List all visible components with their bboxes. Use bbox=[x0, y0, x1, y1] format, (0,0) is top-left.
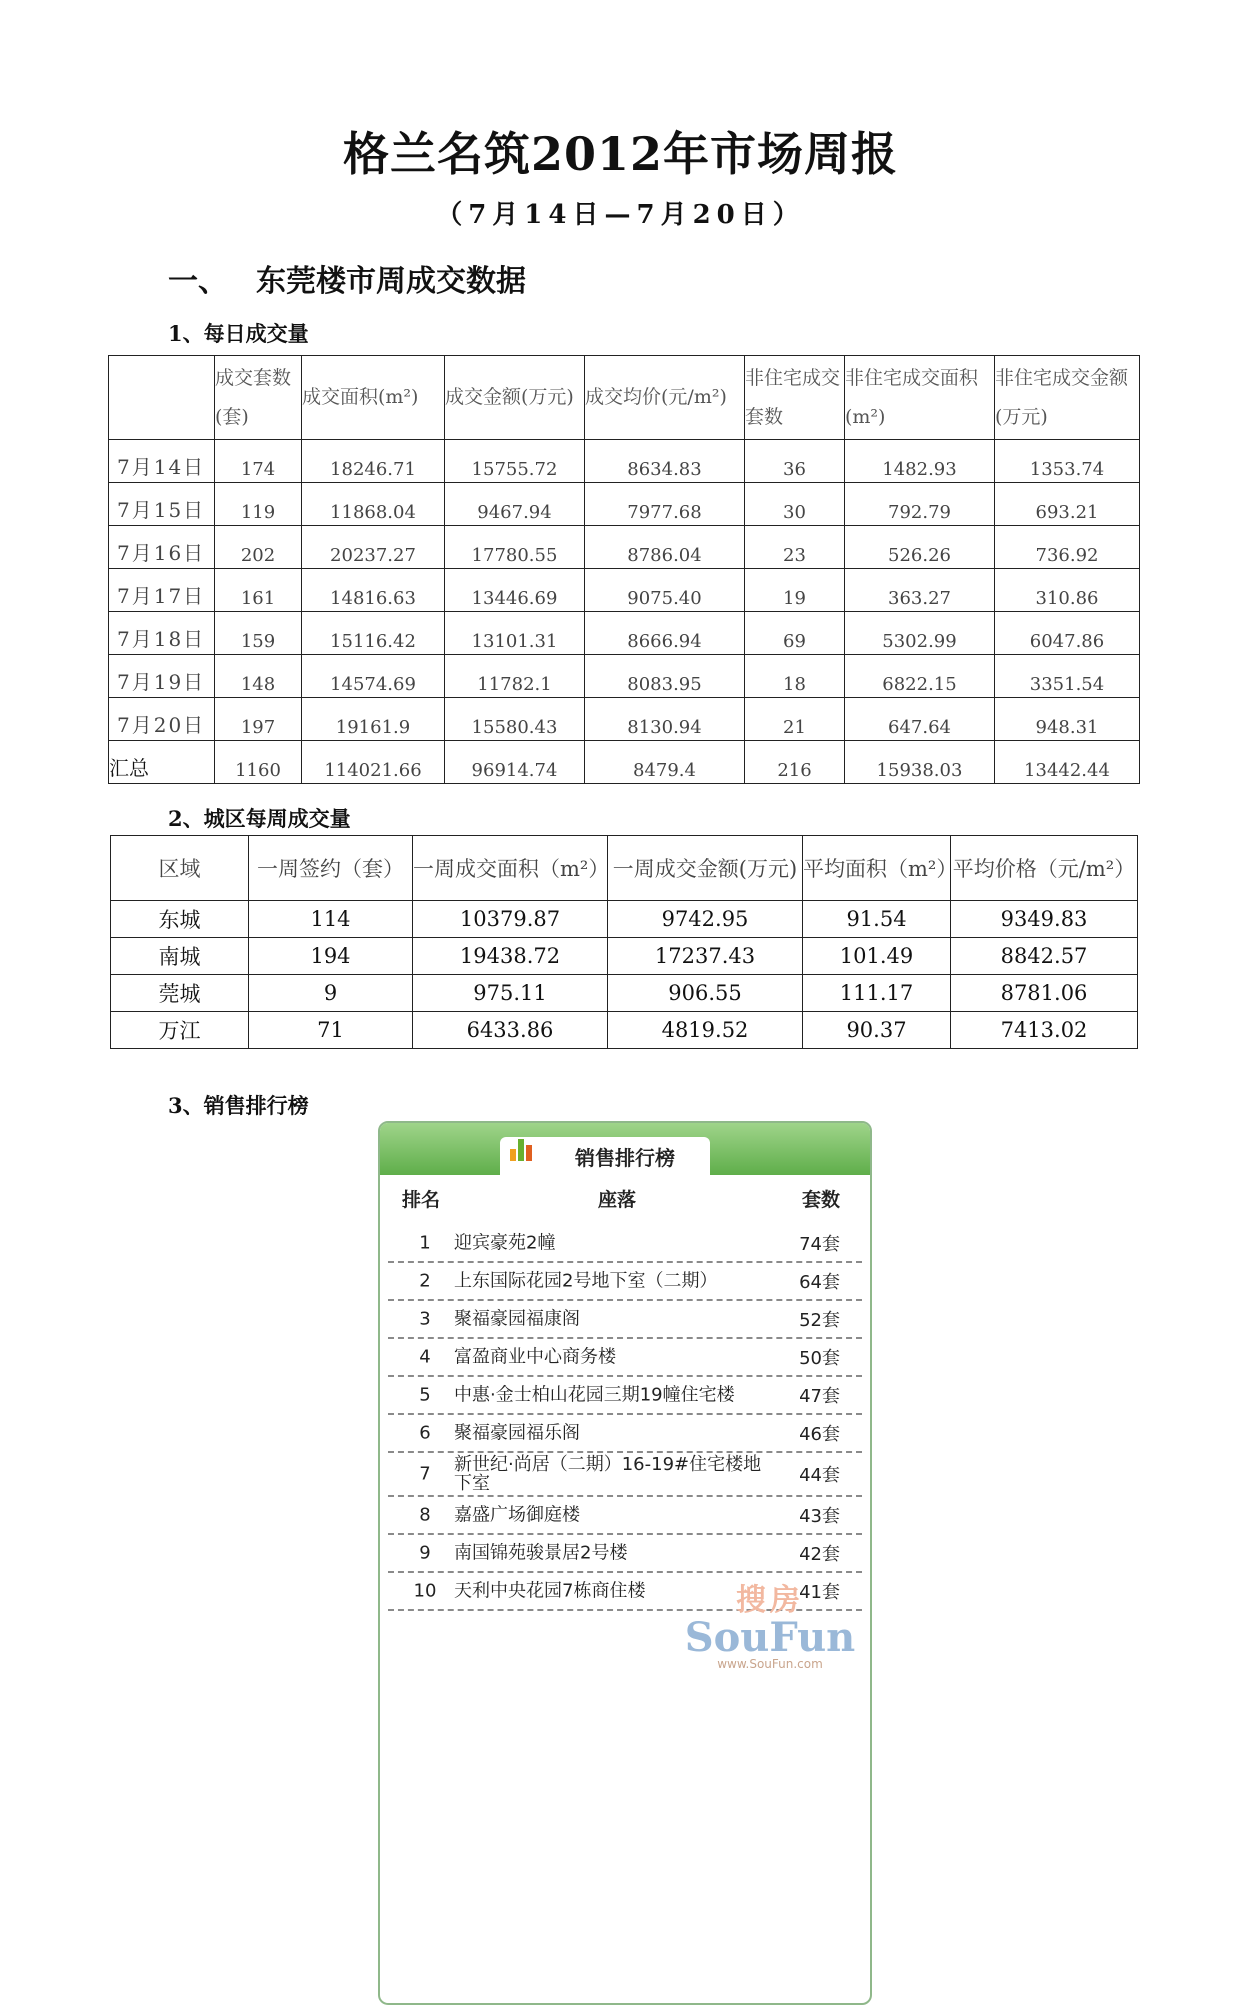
daily-value-cell: 159 bbox=[215, 612, 302, 655]
district-header-cell: 一周成交金额(万元) bbox=[608, 836, 803, 901]
district-value-cell: 906.55 bbox=[608, 975, 803, 1012]
daily-header-cell: 非住宅成交面积(m²) bbox=[845, 356, 995, 440]
daily-heading: 1、每日成交量 bbox=[168, 321, 309, 346]
ranking-box-header bbox=[380, 1123, 870, 1175]
daily-value-cell: 8634.83 bbox=[585, 440, 745, 483]
section-number: 一、 bbox=[168, 264, 228, 299]
ranking-rank: 9 bbox=[419, 1542, 431, 1564]
daily-header-cell bbox=[109, 356, 215, 440]
daily-value-cell: 1482.93 bbox=[845, 440, 995, 483]
daily-row bbox=[109, 741, 1140, 784]
ranking-heading: 3、销售排行榜 bbox=[168, 1093, 309, 1118]
daily-value-cell: 114021.66 bbox=[302, 741, 445, 784]
ranking-rank: 3 bbox=[419, 1308, 431, 1330]
district-value-cell: 8781.06 bbox=[951, 975, 1138, 1012]
daily-value-cell: 8666.94 bbox=[585, 612, 745, 655]
ranking-rank: 7 bbox=[419, 1463, 431, 1485]
daily-value-cell: 363.27 bbox=[845, 569, 995, 612]
daily-value-cell: 69 bbox=[745, 612, 845, 655]
daily-value-cell: 8130.94 bbox=[585, 698, 745, 741]
daily-value-cell: 197 bbox=[215, 698, 302, 741]
daily-value-cell: 7977.68 bbox=[585, 483, 745, 526]
district-row bbox=[111, 938, 1138, 975]
daily-value-cell: 15938.03 bbox=[845, 741, 995, 784]
col-name-header: 座落 bbox=[598, 1189, 637, 1211]
daily-value-cell: 36 bbox=[745, 440, 845, 483]
daily-volume-table bbox=[108, 355, 1140, 784]
ranking-row bbox=[388, 1377, 862, 1415]
daily-value-cell: 19161.9 bbox=[302, 698, 445, 741]
daily-value-cell: 119 bbox=[215, 483, 302, 526]
daily-header-cell: 成交面积(m²) bbox=[302, 356, 445, 440]
district-value-cell: 17237.43 bbox=[608, 938, 803, 975]
ranking-count: 41套 bbox=[799, 1582, 840, 1603]
daily-value-cell: 14816.63 bbox=[302, 569, 445, 612]
ranking-name: 新世纪·尚居（二期）16-19#住宅楼地下室 bbox=[454, 1454, 762, 1494]
daily-value-cell: 9075.40 bbox=[585, 569, 745, 612]
ranking-name: 中惠·金士柏山花园三期19幢住宅楼 bbox=[454, 1384, 735, 1406]
ranking-row bbox=[388, 1225, 862, 1263]
daily-header-cell: 成交金额(万元) bbox=[445, 356, 585, 440]
daily-value-cell: 6047.86 bbox=[995, 612, 1140, 655]
ranking-rank: 6 bbox=[419, 1422, 431, 1444]
district-name-cell: 南城 bbox=[111, 938, 249, 975]
ranking-row bbox=[388, 1535, 862, 1573]
ranking-row bbox=[388, 1453, 862, 1497]
ranking-name: 聚福豪园福乐阁 bbox=[454, 1422, 580, 1444]
district-value-cell: 19438.72 bbox=[413, 938, 608, 975]
district-name-cell: 莞城 bbox=[111, 975, 249, 1012]
daily-value-cell: 736.92 bbox=[995, 526, 1140, 569]
daily-header-cell: 成交均价(元/m²) bbox=[585, 356, 745, 440]
daily-date-cell: 7月17日 bbox=[109, 569, 215, 612]
daily-header-cell: 成交套数(套) bbox=[215, 356, 302, 440]
district-value-cell: 90.37 bbox=[803, 1012, 951, 1049]
daily-value-cell: 15580.43 bbox=[445, 698, 585, 741]
daily-value-cell: 8083.95 bbox=[585, 655, 745, 698]
daily-date-cell: 7月14日 bbox=[109, 440, 215, 483]
page-title: 格兰名筑2012年市场周报 bbox=[342, 127, 899, 181]
district-value-cell: 9 bbox=[249, 975, 413, 1012]
daily-row bbox=[109, 569, 1140, 612]
district-row bbox=[111, 975, 1138, 1012]
daily-value-cell: 8479.4 bbox=[585, 741, 745, 784]
district-volume-table bbox=[110, 835, 1138, 1049]
ranking-name: 上东国际花园2号地下室（二期） bbox=[454, 1270, 718, 1292]
district-header-cell: 平均价格（元/m²） bbox=[951, 836, 1138, 901]
daily-row bbox=[109, 526, 1140, 569]
ranking-name: 聚福豪园福康阁 bbox=[454, 1308, 580, 1330]
daily-header-cell: 非住宅成交金额(万元) bbox=[995, 356, 1140, 440]
bar-chart-icon bbox=[510, 1139, 534, 1161]
daily-value-cell: 17780.55 bbox=[445, 526, 585, 569]
district-value-cell: 4819.52 bbox=[608, 1012, 803, 1049]
daily-row bbox=[109, 440, 1140, 483]
daily-value-cell: 792.79 bbox=[845, 483, 995, 526]
ranking-name: 迎宾豪苑2幢 bbox=[454, 1232, 556, 1254]
ranking-list bbox=[380, 1225, 870, 1611]
district-value-cell: 91.54 bbox=[803, 901, 951, 938]
ranking-row bbox=[388, 1497, 862, 1535]
ranking-name: 嘉盛广场御庭楼 bbox=[454, 1504, 580, 1526]
daily-value-cell: 161 bbox=[215, 569, 302, 612]
soufun-watermark bbox=[680, 1575, 860, 1671]
daily-value-cell: 13442.44 bbox=[995, 741, 1140, 784]
district-value-cell: 10379.87 bbox=[413, 901, 608, 938]
district-value-cell: 101.49 bbox=[803, 938, 951, 975]
ranking-column-headers bbox=[380, 1185, 870, 1215]
daily-value-cell: 174 bbox=[215, 440, 302, 483]
ranking-row bbox=[388, 1415, 862, 1453]
daily-date-cell: 汇总 bbox=[109, 741, 215, 784]
district-name-cell: 万江 bbox=[111, 1012, 249, 1049]
ranking-count: 74套 bbox=[799, 1234, 840, 1255]
ranking-count: 52套 bbox=[799, 1310, 840, 1331]
district-header-cell: 一周签约（套） bbox=[249, 836, 413, 901]
ranking-name: 天利中央花园7栋商住楼 bbox=[454, 1580, 646, 1602]
daily-value-cell: 13446.69 bbox=[445, 569, 585, 612]
daily-row bbox=[109, 655, 1140, 698]
district-value-cell: 6433.86 bbox=[413, 1012, 608, 1049]
ranking-row bbox=[388, 1339, 862, 1377]
col-count-header: 套数 bbox=[801, 1189, 840, 1211]
section-heading bbox=[168, 256, 526, 300]
ranking-name: 富盈商业中心商务楼 bbox=[454, 1346, 616, 1368]
ranking-count: 43套 bbox=[799, 1506, 840, 1527]
ranking-rank: 2 bbox=[419, 1270, 431, 1292]
district-value-cell: 194 bbox=[249, 938, 413, 975]
district-name-cell: 东城 bbox=[111, 901, 249, 938]
daily-value-cell: 11782.1 bbox=[445, 655, 585, 698]
district-header-row bbox=[111, 836, 1138, 901]
section-title: 东莞楼市周成交数据 bbox=[256, 264, 526, 299]
daily-value-cell: 148 bbox=[215, 655, 302, 698]
district-value-cell: 7413.02 bbox=[951, 1012, 1138, 1049]
district-value-cell: 8842.57 bbox=[951, 938, 1138, 975]
daily-value-cell: 18246.71 bbox=[302, 440, 445, 483]
daily-value-cell: 647.64 bbox=[845, 698, 995, 741]
daily-value-cell: 526.26 bbox=[845, 526, 995, 569]
daily-value-cell: 310.86 bbox=[995, 569, 1140, 612]
watermark-cn: 搜房 bbox=[736, 1583, 804, 1618]
daily-value-cell: 5302.99 bbox=[845, 612, 995, 655]
daily-value-cell: 13101.31 bbox=[445, 612, 585, 655]
district-header-cell: 一周成交面积（m²） bbox=[413, 836, 608, 901]
district-value-cell: 114 bbox=[249, 901, 413, 938]
daily-value-cell: 23 bbox=[745, 526, 845, 569]
daily-value-cell: 693.21 bbox=[995, 483, 1140, 526]
daily-value-cell: 15755.72 bbox=[445, 440, 585, 483]
district-value-cell: 9742.95 bbox=[608, 901, 803, 938]
daily-value-cell: 18 bbox=[745, 655, 845, 698]
ranking-count: 47套 bbox=[799, 1386, 840, 1407]
daily-value-cell: 9467.94 bbox=[445, 483, 585, 526]
daily-row bbox=[109, 612, 1140, 655]
daily-value-cell: 21 bbox=[745, 698, 845, 741]
ranking-count: 46套 bbox=[799, 1424, 840, 1445]
daily-header-cell: 非住宅成交套数 bbox=[745, 356, 845, 440]
daily-value-cell: 19 bbox=[745, 569, 845, 612]
district-heading: 2、城区每周成交量 bbox=[168, 806, 351, 831]
daily-value-cell: 216 bbox=[745, 741, 845, 784]
col-rank-header: 排名 bbox=[402, 1189, 441, 1211]
daily-value-cell: 15116.42 bbox=[302, 612, 445, 655]
daily-value-cell: 20237.27 bbox=[302, 526, 445, 569]
district-header-cell: 区域 bbox=[111, 836, 249, 901]
district-value-cell: 71 bbox=[249, 1012, 413, 1049]
daily-date-cell: 7月18日 bbox=[109, 612, 215, 655]
ranking-row bbox=[388, 1263, 862, 1301]
ranking-count: 44套 bbox=[799, 1465, 840, 1486]
daily-value-cell: 948.31 bbox=[995, 698, 1140, 741]
ranking-count: 64套 bbox=[799, 1272, 840, 1293]
sales-ranking-box bbox=[378, 1121, 872, 2005]
ranking-rank: 1 bbox=[419, 1232, 431, 1254]
district-row bbox=[111, 901, 1138, 938]
daily-date-cell: 7月16日 bbox=[109, 526, 215, 569]
daily-header-row bbox=[109, 356, 1140, 440]
page-subtitle: （7月14日—7月20日） bbox=[436, 200, 805, 230]
ranking-rank: 5 bbox=[419, 1384, 431, 1406]
daily-value-cell: 30 bbox=[745, 483, 845, 526]
ranking-count: 42套 bbox=[799, 1544, 840, 1565]
daily-value-cell: 6822.15 bbox=[845, 655, 995, 698]
daily-date-cell: 7月15日 bbox=[109, 483, 215, 526]
daily-value-cell: 14574.69 bbox=[302, 655, 445, 698]
daily-value-cell: 8786.04 bbox=[585, 526, 745, 569]
district-value-cell: 111.17 bbox=[803, 975, 951, 1012]
daily-date-cell: 7月20日 bbox=[109, 698, 215, 741]
ranking-name: 南国锦苑骏景居2号楼 bbox=[454, 1542, 628, 1564]
district-row bbox=[111, 1012, 1138, 1049]
daily-row bbox=[109, 698, 1140, 741]
daily-value-cell: 202 bbox=[215, 526, 302, 569]
daily-row bbox=[109, 483, 1140, 526]
daily-date-cell: 7月19日 bbox=[109, 655, 215, 698]
daily-value-cell: 96914.74 bbox=[445, 741, 585, 784]
daily-value-cell: 1353.74 bbox=[995, 440, 1140, 483]
daily-value-cell: 11868.04 bbox=[302, 483, 445, 526]
district-value-cell: 9349.83 bbox=[951, 901, 1138, 938]
watermark-url: www.SouFun.com bbox=[717, 1657, 823, 1671]
watermark-en: SouFun bbox=[684, 1614, 856, 1661]
ranking-rank: 8 bbox=[419, 1504, 431, 1526]
ranking-row bbox=[388, 1301, 862, 1339]
ranking-count: 50套 bbox=[799, 1348, 840, 1369]
daily-value-cell: 1160 bbox=[215, 741, 302, 784]
ranking-rank: 10 bbox=[413, 1580, 437, 1602]
ranking-box-title: 销售排行榜 bbox=[575, 1146, 675, 1170]
ranking-rank: 4 bbox=[419, 1346, 431, 1368]
daily-value-cell: 3351.54 bbox=[995, 655, 1140, 698]
district-value-cell: 975.11 bbox=[413, 975, 608, 1012]
district-header-cell: 平均面积（m²） bbox=[803, 836, 951, 901]
